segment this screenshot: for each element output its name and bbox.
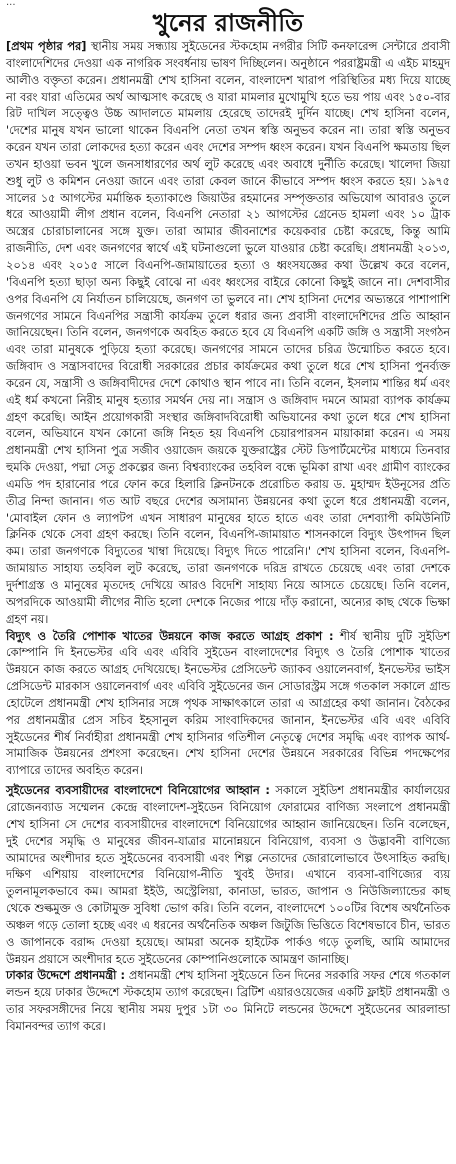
departure-paragraph bbox=[6, 968, 450, 1035]
investment-paragraph bbox=[6, 783, 450, 968]
article-body bbox=[6, 39, 450, 1036]
departure-text: প্রধানমন্ত্রী শেখ হাসিনা সুইডেনে তিন দিনের সরকারি সফর শেষে গতকাল লন্ডন হয়ে ঢাকার উদ্দেশে স্টকহোম ত্যাগ করেছেন। ব্রিটিশ এয়ারওয়েজের একটি ফ্লাইট প্রধানমন্ত্রী ও তার সফরসঙ্গীদের নিয়ে স্থানীয় সময় দুপুর ১টা ৩০ মিনিটে লন্ডনের উদ্দেশে সুইডেনের আরলান্ডা বিমানবন্দর ত্যাগ করে। bbox=[6, 969, 450, 1033]
power-garments-text: শীর্ষ স্থানীয় দুটি সুইডিশ কোম্পানি দি ইনভেস্টর এবি এবং এবিবি সুইডেন বাংলাদেশের বিদ্যুৎ ও তৈরি পোশাক খাতের উন্নয়নে কাজ করতে আগ্রহ দেখিয়েছে। ইনভেস্টর প্রেসিডেন্ট জ্যাকব ওয়ালেনবার্গ, ইনভেস্টর ভাইস প্রেসিডেন্ট মারকাস ওয়ালেনবার্গ এবং এবিবি সুইডেনের জন সোডারস্ট্রম সঙ্গে গতকাল সকালে গ্রান্ড হোটেলে প্রধানমন্ত্রী শেখ হাসিনার সঙ্গে পৃথক সাক্ষাৎকালে তারা এ আগ্রহের কথা জানান। বৈঠকের পর প্রধানমন্ত্রীর প্রেস সচিব ইহসানুল করিম সাংবাদিকদের জানান, ইনভেস্টর এবি এবং এবিবি সুইডেনের শীর্ষ নির্বাহীরা প্রধানমন্ত্রী শেখ হাসিনার গতিশীল নেতৃত্বে দেশের সমৃদ্ধি এবং ব্যাপক আর্থ-সামাজিক উন্নয়নের প্রশংসা করেছেন। শেখ হাসিনা দেশের উন্নয়নে সরকারের বিভিন্ন পদক্ষেপের ব্যাপারে তাদের অবহিত করেন। bbox=[6, 629, 450, 778]
investment-text: সকালে সুইডিশ প্রধানমন্ত্রীর কার্যালয়ের রোজেনব্যাড সম্মেলন কেন্দ্রে বাংলাদেশ-সুইডেন বিনিয়োগ ফোরামের বাণিজ্য সংলাপে প্রধানমন্ত্রী শেখ হাসিনা সে দেশের ব্যবসায়ীদের বাংলাদেশে বিনিয়োগের আহ্বান জানিয়েছেন। তিনি বলেছেন, দুই দেশের সমৃদ্ধি ও মানুষের জীবন-যাত্রার মানোন্নয়নে বিনিয়োগ, ব্যবসা ও উদ্ভাবনী বাণিজ্যে আমাদের অংশীদার হতে সুইডেনের ব্যবসায়ী এবং শিল্প নেতাদের জোরালোভাবে উৎসাহিত করছি। দক্ষিণ এশিয়ায় বাংলাদেশের বিনিয়োগ-নীতি খুবই উদার। এখানে ব্যবসা-বাণিজ্যের ব্যয় তুলনামূলকভাবে কম। আমরা ইইউ, অস্ট্রেলিয়া, কানাডা, ভারত, জাপান ও নিউজিল্যান্ডের কাছ থেকে শুল্কমুক্ত ও কোটামুক্ত সুবিধা ভোগ করি। তিনি বলেন, বাংলাদেশে ১০০টির বিশেষ অর্থনৈতিক অঞ্চল গড়ে তোলা হচ্ছে এবং এ ধরনের অর্থনৈতিক অঞ্চল জিটুজি ভিত্তিতে বিশেষভাবে চীন, ভারত ও জাপানকে বরাদ্দ দেওয়া হয়েছে। আমরা অনেক হাইটেক পার্কও গড়ে তুলছি, আমি আমাদের উন্নয়ন প্রয়াসে অংশীদার হতে সুইডেনের কোম্পানিগুলোকে আমন্ত্রণ জানাচ্ছি। bbox=[6, 784, 450, 966]
power-garments-paragraph bbox=[6, 629, 450, 781]
article-headline: খুনের রাজনীতি bbox=[152, 8, 304, 37]
subheading-departure: ঢাকার উদ্দেশে প্রধানমন্ত্রী : bbox=[6, 969, 126, 983]
subheading-power-garments: বিদ্যুৎ ও তৈরি পোশাক খাতের উন্নয়নে কাজ করতে আগ্রহ প্রকাশ : bbox=[6, 629, 334, 643]
cropped-previous-article-text: ... bbox=[6, 0, 16, 7]
intro-text: স্থানীয় সময় সন্ধ্যায় সুইডেনের স্টকহোম নগরীর সিটি কনফারেন্স সেন্টারে প্রবাসী বাংলাদেশিদের দেওয়া এক নাগরিক সংবর্ধনায় ভাষণ দিচ্ছিলেন। অনুষ্ঠানে পররাষ্ট্রমন্ত্রী এ এইচ মাহমুদ আলীও বক্তৃতা করেন। প্রধানমন্ত্রী শেখ হাসিনা বলেন, বাংলাদেশ খারাপ পরিস্থিতির মধ্য দিয়ে যাচ্ছে না বরং যারা এতিমের অর্থ আত্মসাৎ করেছে ও যারা মামলার মুখোমুখি হতে ভয় পায় এবং ১৫০-বার রিট দাখিল সত্ত্বেও উচ্চ আদালতে মামলায় হেরেছে তাদেরই দুর্দিন যাচ্ছে। শেখ হাসিনা বলেন, 'দেশের মানুষ যখন ভালো থাকেন বিএনপি নেতা তখন স্বস্তি অনুভব করেন না। তারা স্বস্তি অনুভব করেন যখন তারা লোকদের হত্যা করেন এবং দেশের সম্পদ ধ্বংস করেন। যখন বিএনপি ক্ষমতায় ছিল তখন হাওয়া ভবন খুলে জনসাধারণের অর্থ লুট করেছে এবং অবাধে দুর্নীতি করেছে। খালেদা জিয়া শুধু লুট ও কমিশন নেওয়া জানে এবং তারা কেবল জানে কীভাবে সম্পদ ধ্বংস করতে হয়। ১৯৭৫ সালের ১৫ আগস্টের মর্মান্তিক হত্যাকাণ্ডে জিয়াউর রহমানের সম্পৃক্ততার অভিযোগ আবারও তুলে ধরে আওয়ামী লীগ প্রধান বলেন, বিএনপি নেতারা ২১ আগস্টের গ্রেনেড হামলা এবং ১০ ট্রাক অস্ত্রের চোরাচালানের সঙ্গে যুক্ত। তারা আমার জীবনাশের কয়েকবার চেষ্টা করেছে, কিন্তু আমি রাজনীতি, দেশ এবং জনগণের স্বার্থে এই ঘটনাগুলো ভুলে যাওয়ার চেষ্টা করেছি। প্রধানমন্ত্রী ২০১৩, ২০১৪ এবং ২০১৫ সালে বিএনপি-জামায়াতের হত্যা ও ধ্বংসযজ্ঞের কথা উল্লেখ করে বলেন, 'বিএনপি হত্যা ছাড়া অন্য কিছুই বোঝে না এবং ধ্বংসের বাইরে কোনো কিছুই জানে না। দেশবাসীর ওপর বিএনপি যে নির্যাতন চালিয়েছে, জনগণ তা ভুলবে না। শেখ হাসিনা দেশের অভ্যন্তরে পাশাপাশি জনগণের সামনে বিএনপির সন্ত্রাসী কার্যক্রম তুলে ধরার জন্য প্রবাসী বাংলাদেশিদের প্রতি আহ্বান জানিয়েছেন। তিনি বলেন, জনগণকে অবহিত করতে হবে যে বিএনপি একটি জঙ্গি ও সন্ত্রাসী সংগঠন এবং তারা মানুষকে পুড়িয়ে হত্যা করেছে। জনগণের সামনে তাদের চরিত্র উন্মোচিত করতে হবে। জঙ্গিবাদ ও সন্ত্রাসবাদের বিরোধী সরকারের প্রচার কার্যক্রমের কথা তুলে ধরে শেখ হাসিনা পুনর্ব্যক্ত করেন যে, সন্ত্রাসী ও জঙ্গিবাদীদের দেশে কোথাও স্থান পাবে না। তিনি বলেন, ইসলাম শান্তির ধর্ম এবং এই ধর্ম কখনো নিরীহ মানুষ হত্যার সমর্থন দেয় না। সন্ত্রাস ও জঙ্গিবাদ দমনে আমরা ব্যাপক কার্যক্রম গ্রহণ করেছি। আইন প্রয়োগকারী সংস্থার জঙ্গিবাদবিরোধী অভিযানের কথা তুলে ধরে শেখ হাসিনা বলেন, অভিযানে যখন কোনো জঙ্গি নিহত হয় বিএনপি চেয়ারপারসন মায়াকান্না করেন। এ সময় প্রধানমন্ত্রী শেখ হাসিনা পুত্র সজীব ওয়াজেদ জয়কে যুক্তরাষ্ট্রের স্টেট ডিপার্টমেন্টের মাধ্যমে তিনবার হুমকি দেওয়া, পদ্মা সেতু প্রকল্পের জন্য বিশ্বব্যাংকের তহবিল বন্ধে ভূমিকা রাখা এবং গ্রামীণ ব্যাংকের এমডি পদ হারানোর পরে ফোন করে হিলারি ক্লিনটনকে প্ররোচিত করায় ড. মুহাম্মদ ইউনূসের প্রতি তীব্র নিন্দা জানান। গত আট বছরে দেশের অসামান্য উন্নয়নের কথা তুলে ধরে প্রধানমন্ত্রী বলেন, 'মোবাইল ফোন ও ল্যাপটপ এখন সাধারণ মানুষের হাতে হাতে এবং তারা দেশব্যাপী কমিউনিটি ক্লিনিক থেকে সেবা গ্রহণ করছে। তিনি বলেন, বিএনপি-জামায়াত শাসনকালে বিদ্যুৎ উৎপাদন ছিল কম। তারা জনগণকে বিদ্যুতের খাম্বা দিয়েছে। বিদ্যুৎ দিতে পারেনি।' শেখ হাসিনা বলেন, বিএনপি-জামায়াত সাহায্য তহবিল লুট করেছে, তারা জনগণকে দরিদ্র রাখতে চেয়েছে এবং তারা দেশকে দুর্দশাগ্রস্ত ও মানুষের মৃতদেহ দেখিয়ে আরও বিদেশি সাহায্য নিয়ে আসতে চেয়েছে। তিনি বলেন, অপরদিকে আওয়ামী লীগের নীতি হলো দেশকে নিজের পায়ে দাঁড় করানো, অন্যের কাছ থেকে ভিক্ষা গ্রহণ নয়। bbox=[6, 40, 450, 626]
continuation-marker: [প্রথম পৃষ্ঠার পর] bbox=[6, 40, 87, 53]
subheading-investment-call: সুইডেনের ব্যবসায়ীদের বাংলাদেশে বিনিয়োগের আহ্বান : bbox=[6, 784, 270, 798]
intro-paragraph bbox=[6, 39, 450, 629]
